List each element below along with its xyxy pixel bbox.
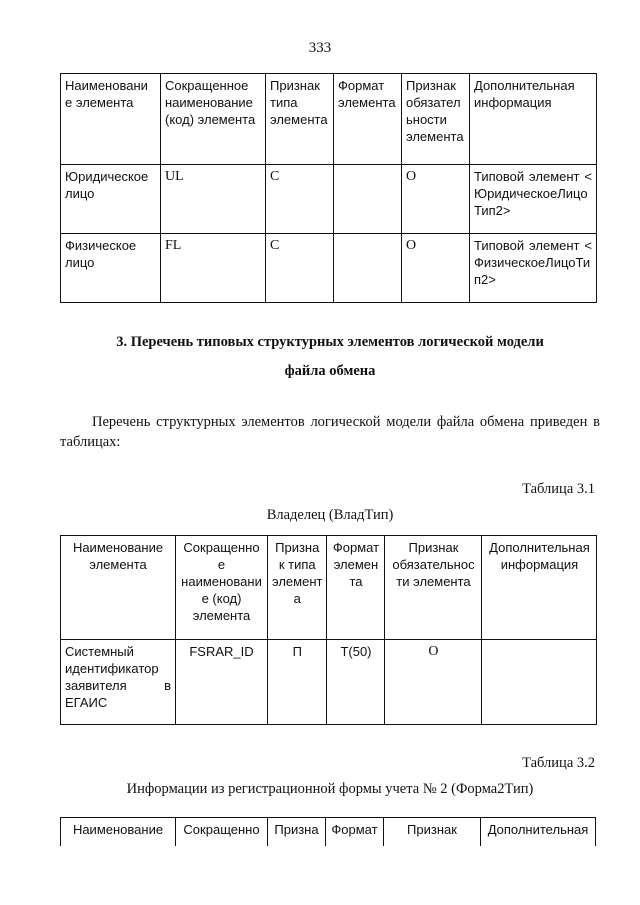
table-cell: О <box>402 234 470 303</box>
table-row <box>61 640 597 725</box>
table-cell: Типовой элемент < ЮридическоеЛицо Тип2> <box>470 165 597 234</box>
table-label: Таблица 3.1 <box>522 481 595 497</box>
table-cell: О <box>402 165 470 234</box>
table-cell: T(50) <box>327 640 385 725</box>
table-cell <box>334 234 402 303</box>
table-cell: С <box>266 234 334 303</box>
table-cell: UL <box>161 165 266 234</box>
owner-table <box>60 535 597 725</box>
table-header-row <box>61 74 597 165</box>
table-cell: Типовой элемент < ФизическоеЛицоТи п2> <box>470 234 597 303</box>
header-cell: Наименование элемента <box>61 536 176 640</box>
table-header-row <box>61 818 596 847</box>
table-cell: О <box>385 640 482 725</box>
table-cell: Юридическое лицо <box>61 165 161 234</box>
header-cell: Наименование <box>61 818 176 847</box>
header-cell: Сокращенное наименование (код) элемента <box>161 74 266 165</box>
table-cell: FSRAR_ID <box>176 640 268 725</box>
header-cell: Признак типа элемента <box>266 74 334 165</box>
header-cell: Признак обязательнос ти элемента <box>385 536 482 640</box>
table-cell: П <box>268 640 327 725</box>
registration-form-table <box>60 817 596 846</box>
table-row <box>61 234 597 303</box>
table-cell: Физическое лицо <box>61 234 161 303</box>
table-header-row <box>61 536 597 640</box>
header-cell: Признак <box>384 818 481 847</box>
table-label: Таблица 3.2 <box>522 755 595 771</box>
table-cell: Системный идентификатор заявителя в ЕГАИС <box>61 640 176 725</box>
table-cell: С <box>266 165 334 234</box>
page-number: 333 <box>308 40 332 56</box>
header-cell: Формат элемен та <box>327 536 385 640</box>
header-cell: Наименовани е элемента <box>61 74 161 165</box>
header-cell: Сокращенно <box>176 818 268 847</box>
section-title: 3. Перечень типовых структурных элементов логической модели <box>116 334 544 350</box>
table-caption: Информации из регистрационной формы учета № 2 (Форма2Тип) <box>126 781 534 797</box>
header-cell: Дополнительная информация <box>482 536 597 640</box>
section-title-continued: файла обмена <box>284 363 376 379</box>
header-cell: Призна к типа элемент а <box>268 536 327 640</box>
header-cell: Признак обязател ьности элемента <box>402 74 470 165</box>
table-cell <box>482 640 597 725</box>
header-cell: Призна <box>268 818 326 847</box>
table-caption: Владелец (ВладТип) <box>266 507 394 523</box>
header-cell: Дополнительная <box>481 818 596 847</box>
header-cell: Сокращенно е наименовани е (код) элемента <box>176 536 268 640</box>
table-cell: FL <box>161 234 266 303</box>
section-paragraph: Перечень структурных элементов логической модели файла обмена приведен в таблицах: <box>60 414 600 450</box>
table-cell <box>334 165 402 234</box>
table-row <box>61 165 597 234</box>
header-cell: Формат элемента <box>334 74 402 165</box>
elements-table <box>60 73 597 303</box>
header-cell: Формат <box>326 818 384 847</box>
header-cell: Дополнительная информация <box>470 74 597 165</box>
